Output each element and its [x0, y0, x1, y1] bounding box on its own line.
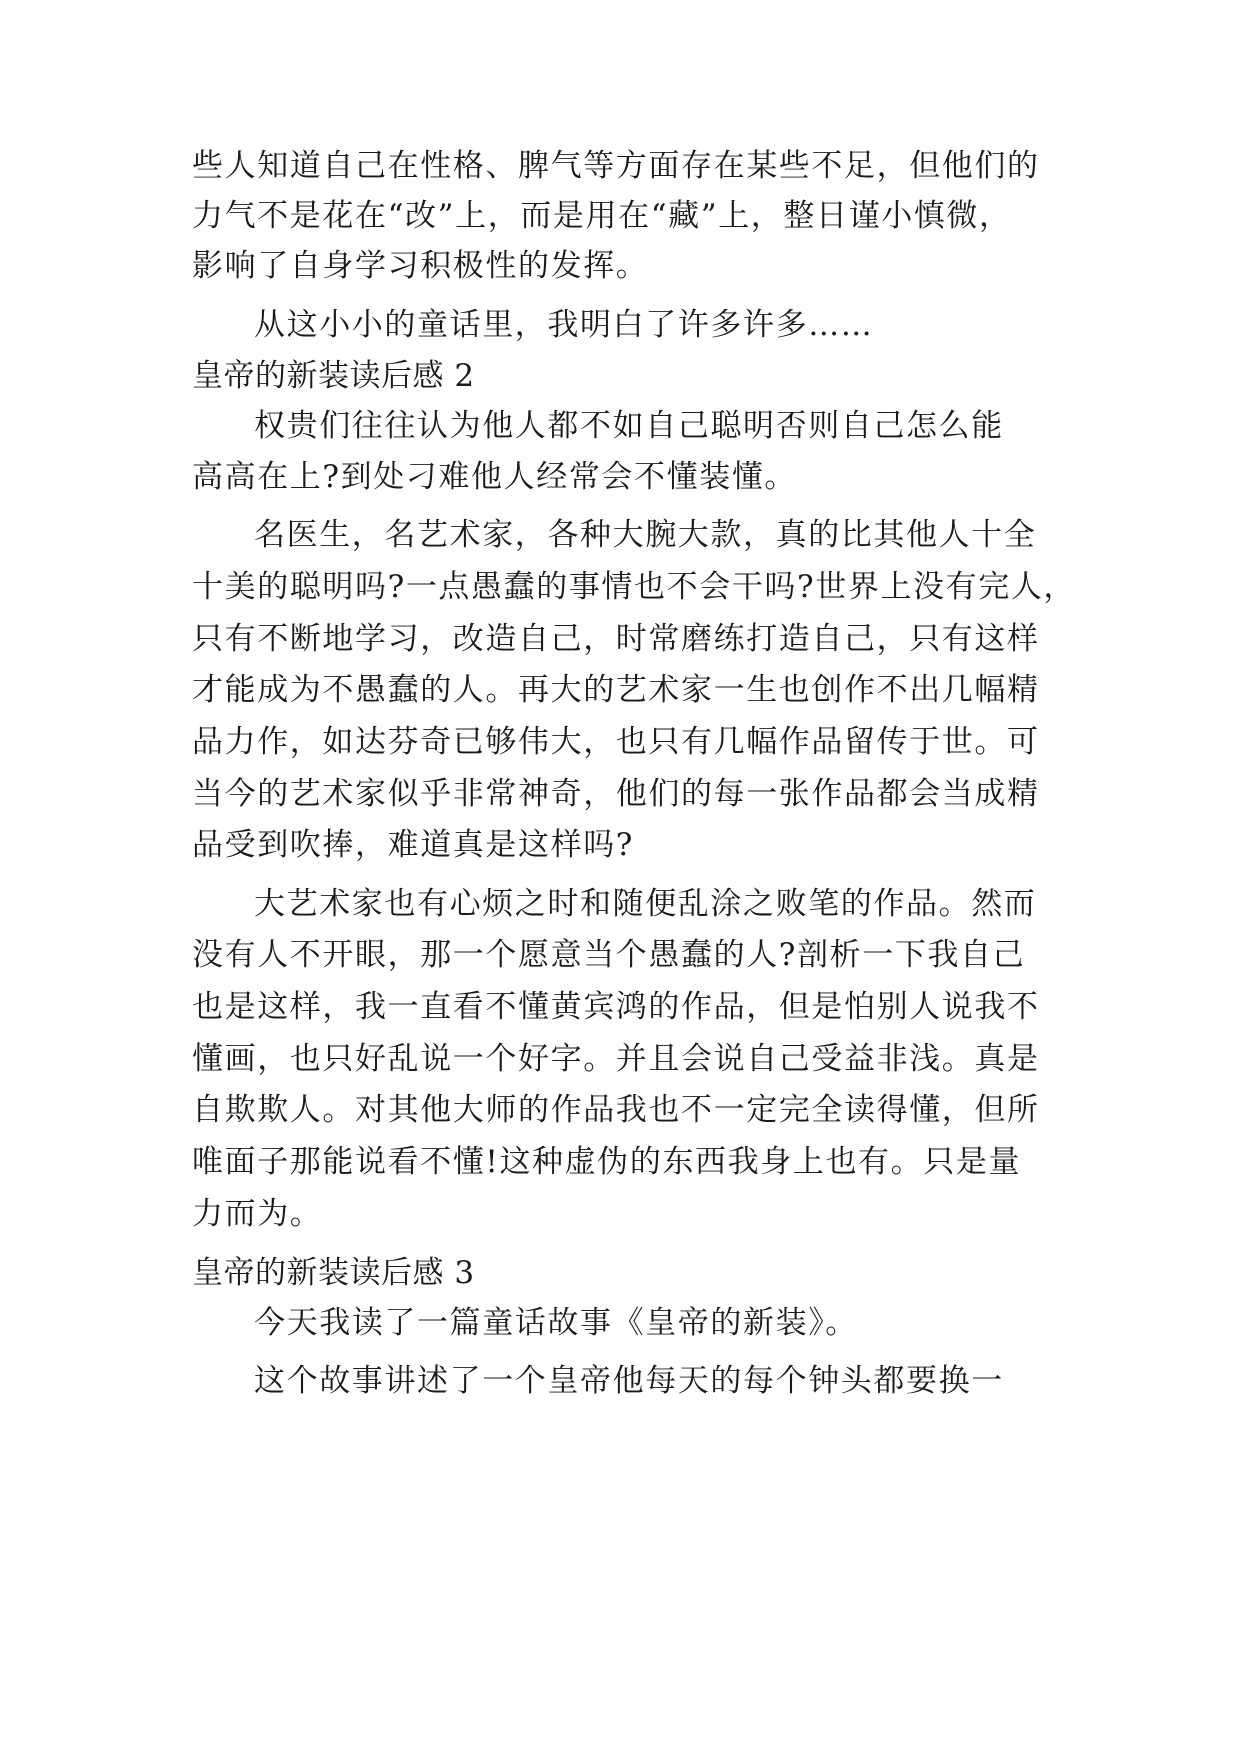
section-heading: 皇帝的新装读后感 2 — [192, 358, 475, 394]
paragraph-line: 今天我读了一篇童话故事《皇帝的新装》。 — [254, 1305, 858, 1341]
paragraph-line: 力而为。 — [192, 1196, 323, 1232]
paragraph-line: 也是这样，我一直看不懂黄宾鸿的作品，但是怕别人说我不 — [192, 989, 1040, 1025]
paragraph-line: 品力作，如达芬奇已够伟大，也只有几幅作品留传于世。可 — [192, 724, 1040, 760]
paragraph-line: 名医生，名艺术家，各种大腕大款，真的比其他人十全 — [254, 517, 1037, 553]
paragraph-line: 高高在上?到处刁难他人经常会不懂装懂。 — [192, 459, 798, 495]
paragraph-line: 这个故事讲述了一个皇帝他每天的每个钟头都要换一 — [254, 1363, 1004, 1399]
paragraph-line: 力气不是花在“改”上，而是用在“藏”上，整日谨小慎微， — [192, 198, 1012, 234]
paragraph-line: 品受到吹捧，难道真是这样吗? — [192, 827, 635, 863]
paragraph-line: 自欺欺人。对其他大师的作品我也不一定完全读得懂，但所 — [192, 1092, 1040, 1128]
section-heading: 皇帝的新装读后感 3 — [192, 1255, 475, 1291]
paragraph-line: 才能成为不愚蠢的人。再大的艺术家一生也创作不出几幅精 — [192, 672, 1040, 708]
paragraph-line: 十美的聪明吗?一点愚蠢的事情也不会干吗?世界上没有完人， — [192, 569, 1077, 605]
paragraph-line: 从这小小的童话里，我明白了许多许多…… — [254, 307, 874, 343]
paragraph-line: 懂画，也只好乱说一个好字。并且会说自己受益非浅。真是 — [192, 1041, 1040, 1077]
paragraph-line: 大艺术家也有心烦之时和随便乱涂之败笔的作品。然而 — [254, 886, 1037, 922]
paragraph-line: 些人知道自己在性格、脾气等方面存在某些不足，但他们的 — [192, 148, 1040, 184]
paragraph-line: 没有人不开眼，那一个愿意当个愚蠢的人?剖析一下我自己 — [192, 937, 1026, 973]
paragraph-line: 当今的艺术家似乎非常神奇，他们的每一张作品都会当成精 — [192, 776, 1040, 812]
paragraph-line: 只有不断地学习，改造自己，时常磨练打造自己，只有这样 — [192, 621, 1040, 657]
paragraph-line: 唯面子那能说看不懂!这种虚伪的东西我身上也有。只是量 — [192, 1144, 1022, 1180]
paragraph-line: 权贵们往往认为他人都不如自己聪明否则自己怎么能 — [254, 408, 1004, 444]
paragraph-line: 影响了自身学习积极性的发挥。 — [192, 248, 649, 284]
